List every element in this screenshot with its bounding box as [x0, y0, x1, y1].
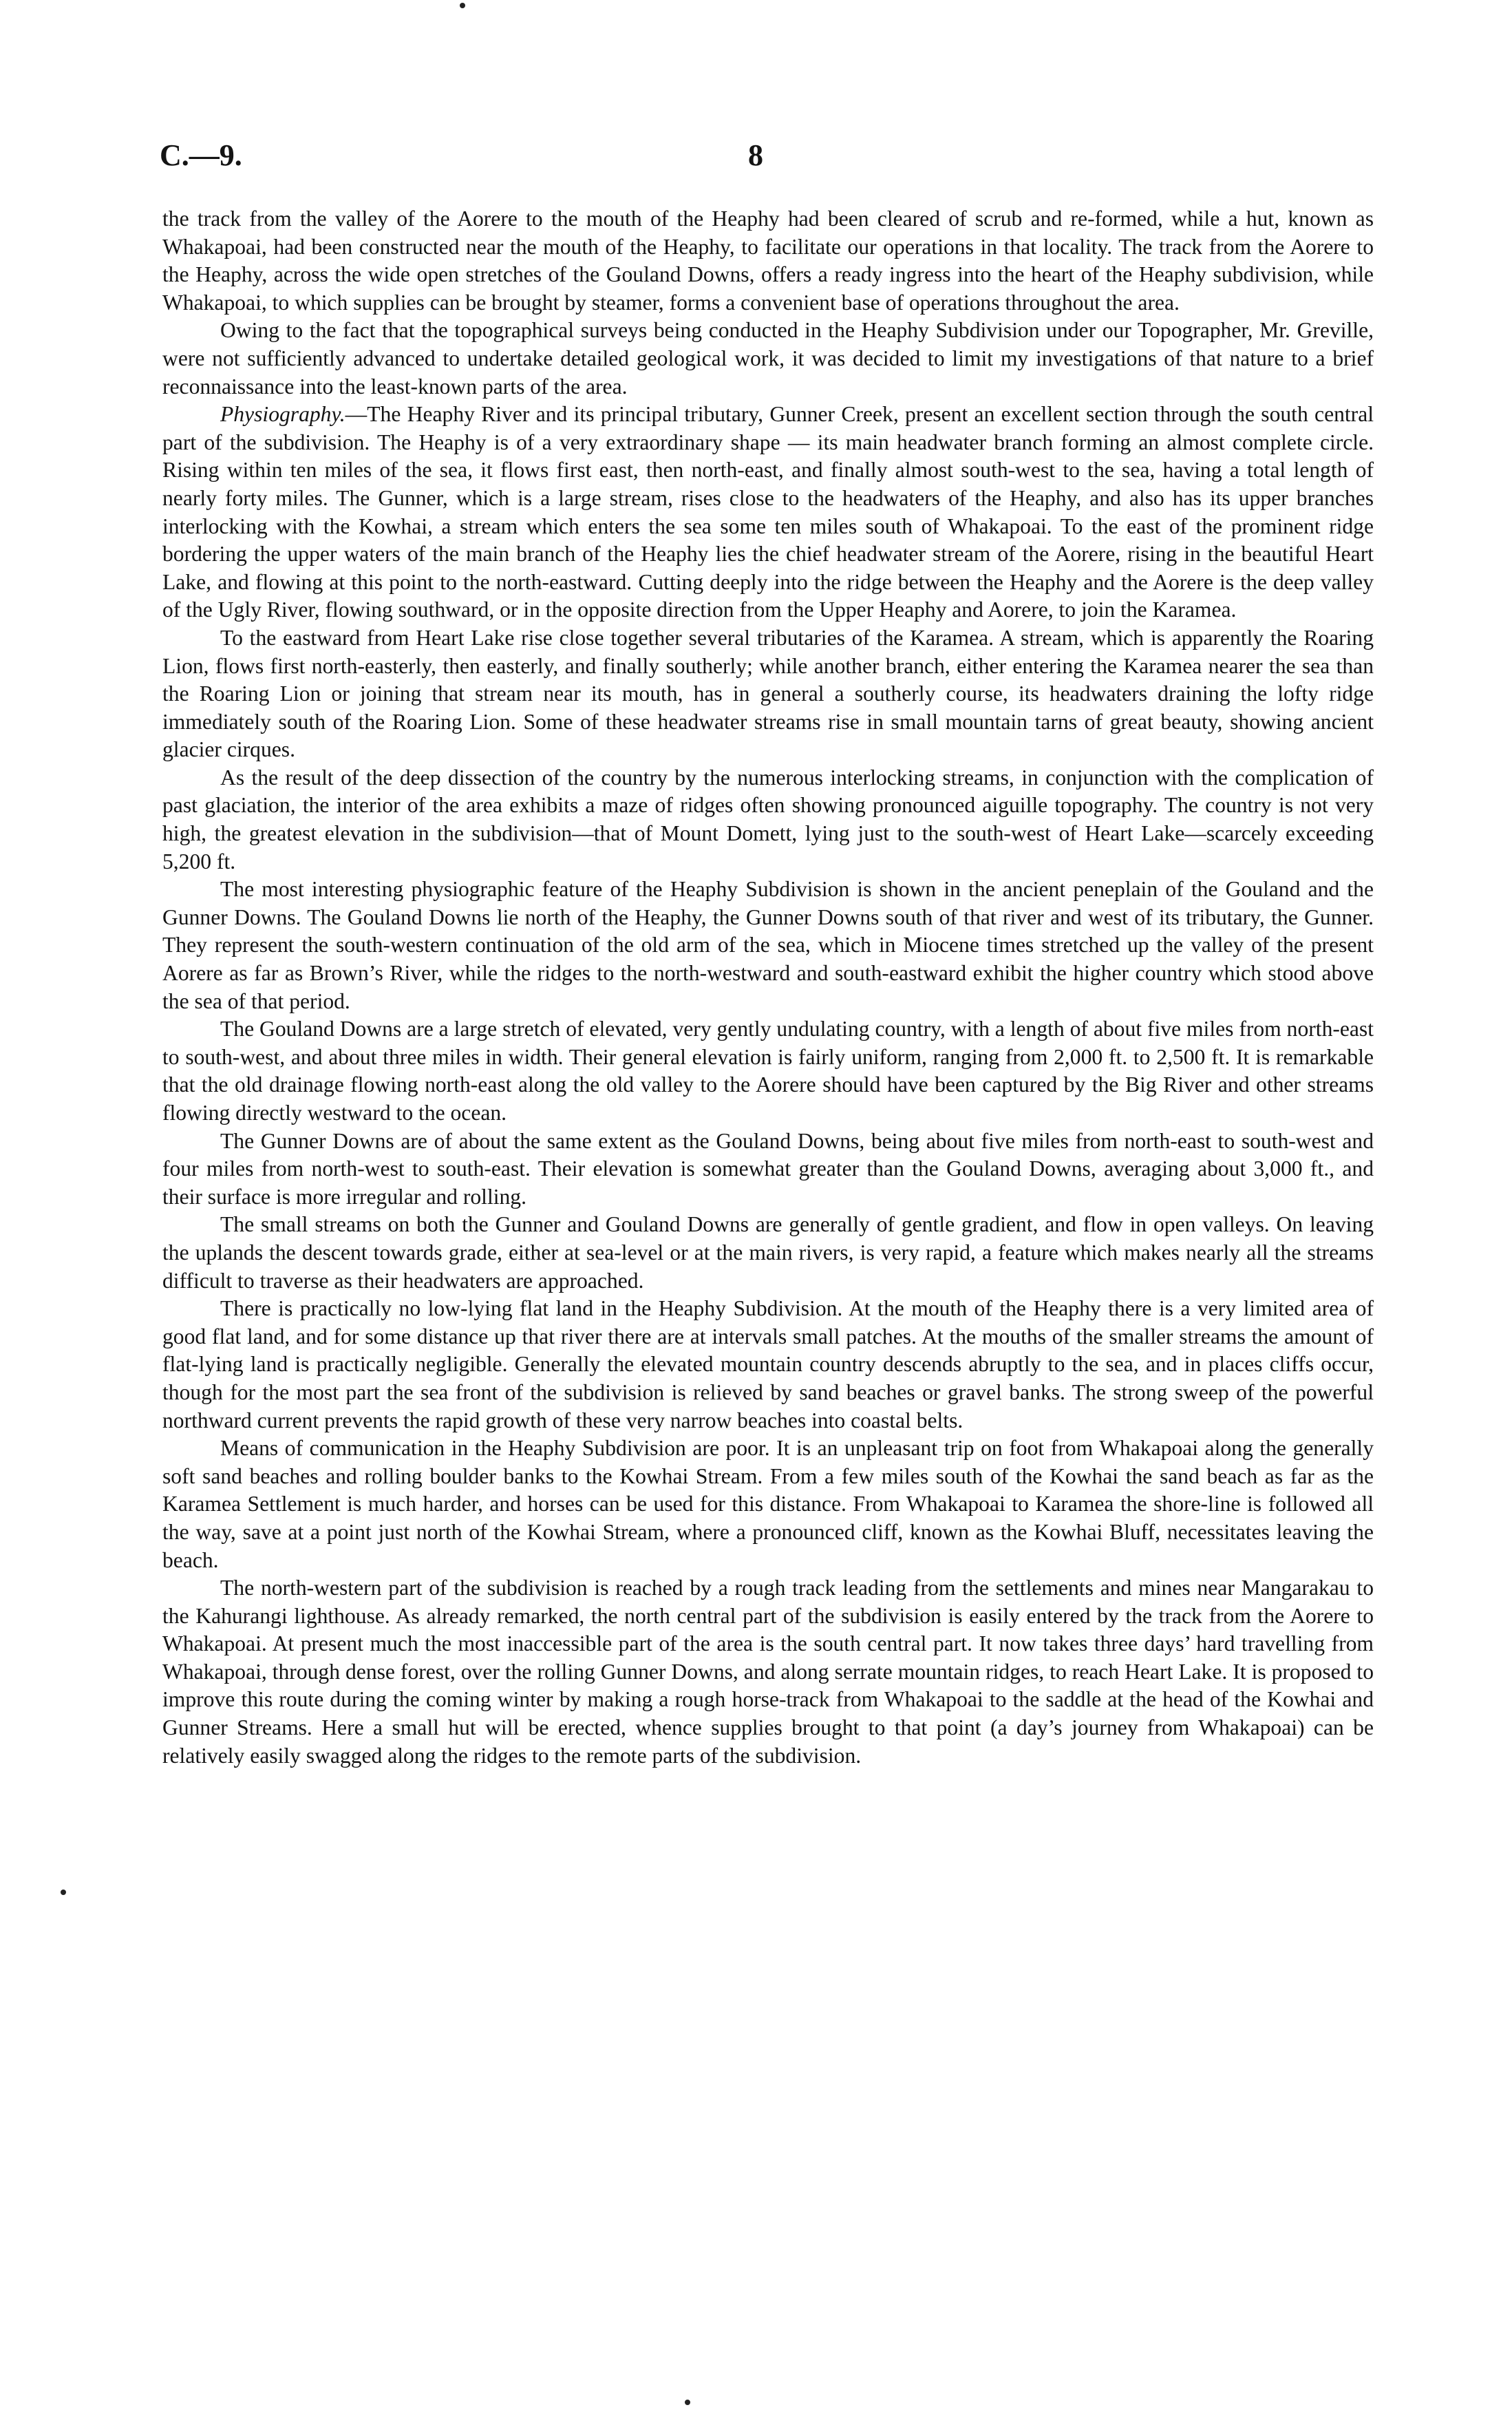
paragraph-12 [162, 1574, 1374, 1770]
page-header [160, 138, 1371, 179]
paragraph-text: The small streams on both the Gunner and Gouland Downs are generally of gentle gradient, and flow in open valleys. On leaving the uplands the descent towards grade, either at sea-level or at the main rivers, is very rapid, a feature which makes nearly all the streams difficult to traverse as their headwaters are approached. [162, 1212, 1374, 1293]
paragraph-9 [162, 1211, 1374, 1295]
scan-speck [61, 1890, 66, 1895]
paragraph-11 [162, 1435, 1374, 1574]
paragraph-4 [162, 624, 1374, 764]
page-number: 8 [748, 138, 763, 172]
paragraph-text: To the eastward from Heart Lake rise close together several tributaries of the Karamea. A stream, which is apparently the Roaring Lion, flows first north-easterly, then easterly, and finally southerly; while another branch, either entering the Karamea nearer the sea than the Roaring Lion or joining that stream near its mouth, has in general a southerly course, its headwaters draining the lofty ridge immediately south of the Roaring Lion. Some of these headwater streams rise in small mountain tarns of great beauty, showing ancient glacier cirques. [162, 625, 1374, 762]
paragraph-7 [162, 1015, 1374, 1127]
paragraph-8 [162, 1128, 1374, 1212]
paragraph-text: There is practically no low-lying flat land in the Heaphy Subdivision. At the mouth of the Heaphy there is a very limited area of good flat land, and for some distance up that river there are at intervals small patches. At the mouths of the smaller streams the amount of flat-lying land is practically negligible. Generally the elevated mountain country descends abruptly to the sea, and in places cliffs occur, though for the most part the sea front of the subdivision is relieved by sand beaches or gravel banks. The strong sweep of the powerful northward current prevents the rapid growth of these very narrow beaches into coastal belts. [162, 1296, 1374, 1432]
paragraph-2 [162, 317, 1374, 401]
body-text [162, 205, 1374, 1770]
paragraph-text: Owing to the fact that the topographical surveys being conducted in the Heaphy Subdivision under our Topographer, Mr. Greville, were not sufficiently advanced to undertake detailed geological work, it was decided to limit my investigations of that nature to a brief reconnaissance into the least-known parts of the area. [162, 318, 1374, 399]
paragraph-3 [162, 401, 1374, 624]
paragraph-1 [162, 205, 1374, 317]
paragraph-5 [162, 764, 1374, 876]
section-heading-physiography: Physiography. [220, 402, 345, 427]
document-reference: C.—9. [160, 138, 242, 172]
paragraph-text: The north-western part of the subdivision is reached by a rough track leading from the settlements and mines near Mangarakau to the Kahurangi lighthouse. As already remarked, the north central part of the subdivision is easily entered by the track from the Aorere to Whakapoai. At present much the most inaccessible part of the area is the south central part. It now takes three days’ hard travelling from Whakapoai, through dense forest, over the rolling Gunner Downs, and along serrate mountain ridges, to reach Heart Lake. It is proposed to improve this route during the coming winter by making a rough horse-track from Whakapoai to the saddle at the head of the Kowhai and Gunner Streams. Here a small hut will be erected, whence supplies brought to that point (a day’s journey from Whakapoai) can be relatively easily swagged along the ridges to the remote parts of the subdivision. [162, 1576, 1374, 1768]
paragraph-6 [162, 876, 1374, 1015]
paragraph-text: As the result of the deep dissection of the country by the numerous interlocking streams, in conjunction with the complication of past glaciation, the interior of the area exhibits a maze of ridges often showing pronounced aiguille topography. The country is not very high, the greatest elevation in the subdivision—that of Mount Domett, lying just to the south-west of Heart Lake—scarcely exceeding 5,200 ft. [162, 765, 1374, 874]
paragraph-text: The most interesting physiographic feature of the Heaphy Subdivision is shown in the ancient peneplain of the Gouland and the Gunner Downs. The Gouland Downs lie north of the Heaphy, the Gunner Downs south of that river and west of its tributary, the Gunner. They represent the south-western continuation of the old arm of the sea, which in Miocene times stretched up the valley of the present Aorere as far as Brown’s River, while the ridges to the north-westward and south-eastward exhibit the higher country which stood above the sea of that period. [162, 877, 1374, 1013]
scan-speck [460, 3, 465, 8]
paragraph-text: Means of communication in the Heaphy Subdivision are poor. It is an unpleasant trip on foot from Whakapoai along the generally soft sand beaches and rolling boulder banks to the Kowhai Stream. From a few miles south of the Kowhai the sand beach as far as the Karamea Settlement is much harder, and horses can be used for this distance. From Whakapoai to Karamea the shore-line is followed all the way, save at a point just north of the Kowhai Stream, where a pronounced cliff, known as the Kowhai Bluff, necessitates leaving the beach. [162, 1436, 1374, 1572]
paragraph-text: The Gunner Downs are of about the same extent as the Gouland Downs, being about five miles from north-east to south-west and four miles from north-west to south-east. Their elevation is somewhat greater than the Gouland Downs, averaging about 3,000 ft., and their surface is more irregular and rolling. [162, 1128, 1374, 1209]
paragraph-10 [162, 1295, 1374, 1435]
paragraph-text: the track from the valley of the Aorere to the mouth of the Heaphy had been cleared of scrub and re-formed, while a hut, known as Whakapoai, had been constructed near the mouth of the Heaphy, to facilitate our operations in that locality. The track from the Aorere to the Heaphy, across the wide open stretches of the Gouland Downs, offers a ready ingress into the heart of the Heaphy subdivision, while Whakapoai, to which supplies can be brought by steamer, forms a convenient base of operations throughout the area. [162, 207, 1374, 315]
scan-speck [685, 2400, 690, 2405]
paragraph-text: The Gouland Downs are a large stretch of elevated, very gently undulating country, with a length of about five miles from north-east to south-west, and about three miles in width. Their general elevation is fairly uniform, ranging from 2,000 ft. to 2,500 ft. It is remarkable that the old drainage flowing north-east along the old valley to the Aorere should have been captured by the Big River and other streams flowing directly westward to the ocean. [162, 1017, 1374, 1125]
paragraph-text: —The Heaphy River and its principal tributary, Gunner Creek, present an excellent section through the south central part of the subdivision. The Heaphy is of a very extraordinary shape — its main headwater branch forming an almost complete circle. Rising within ten miles of the sea, it flows first east, then north-east, and finally almost south-west to the sea, having a total length of nearly forty miles. The Gunner, which is a large stream, rises close to the headwaters of the Heaphy, and also has its upper branches interlocking with the Kowhai, a stream which enters the sea some ten miles south of Whakapoai. To the east of the prominent ridge bordering the upper waters of the main branch of the Heaphy lies the chief headwater stream of the Aorere, rising in the beautiful Heart Lake, and flowing at this point to the north-eastward. Cutting deeply into the ridge between the Heaphy and the Aorere is the deep valley of the Ugly River, flowing southward, or in the opposite direction from the Upper Heaphy and Aorere, to join the Karamea. [162, 402, 1374, 622]
